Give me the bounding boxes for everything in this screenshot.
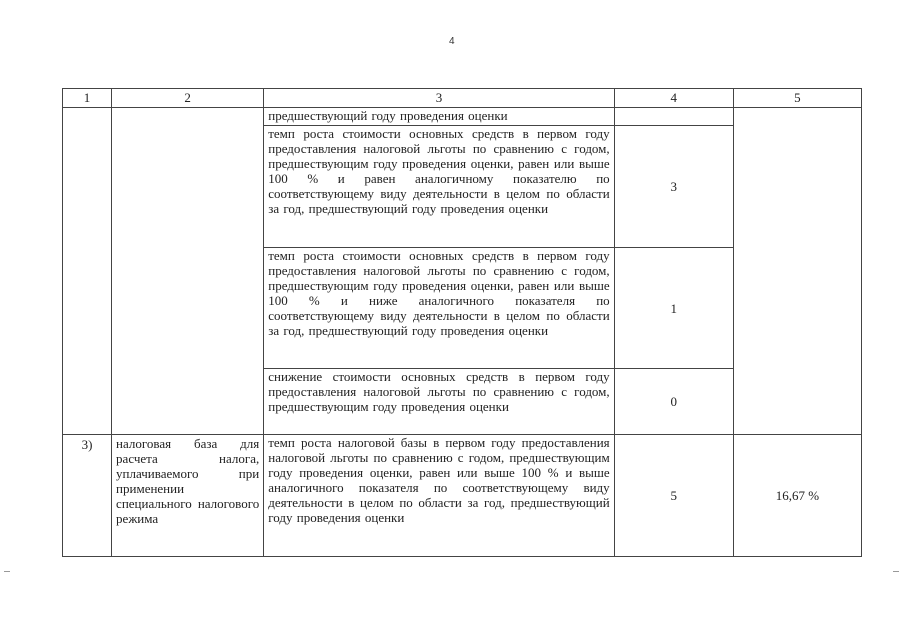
weight-cell-empty — [733, 108, 861, 435]
criterion-text: темп роста стоимости основных средств в первом году предоставления налоговой льготы по сравнению с годом, предшествующим году проведения оценки, равен или выше 100 % и ниже аналогичного показателя по соответствующему виду деятельности в целом по области за год, предшествующий году проведения оценки — [268, 248, 610, 338]
score-cell: 5 — [614, 435, 733, 557]
weight-cell: 16,67 % — [733, 435, 861, 557]
scan-edge-mark-right — [893, 571, 899, 572]
criterion-text: темп роста налоговой базы в первом году предоставления налоговой льготы по сравнению с годом, предшествующим году проведения оценки, равен или выше 100 % и выше аналогичного показателя по соответствующему виду деятельности в целом по области за год, предшествующий году проведения оценки — [268, 435, 610, 525]
table-header-row — [63, 89, 862, 108]
score-cell: 0 — [614, 369, 733, 435]
indicator-name-cell — [112, 435, 264, 557]
criteria-table — [62, 88, 862, 557]
criterion-cell — [264, 126, 614, 248]
criterion-cell — [264, 108, 614, 126]
criterion-text: предшествующий году проведения оценки — [268, 108, 508, 123]
table-row — [63, 435, 862, 557]
criterion-cell — [264, 369, 614, 435]
scan-edge-mark-left — [4, 571, 10, 572]
page-number: 4 — [449, 36, 455, 47]
column-header-5: 5 — [733, 89, 861, 108]
criterion-text: снижение стоимости основных средств в первом году предоставления налоговой льготы по сравнению с годом, предшествующим году проведения оценки — [268, 369, 610, 414]
table-row — [63, 108, 862, 126]
indicator-name-cell-empty — [112, 108, 264, 435]
score-cell-empty — [614, 108, 733, 126]
criterion-cell — [264, 248, 614, 369]
row-number-cell: 3) — [63, 435, 112, 557]
row-number-cell-empty — [63, 108, 112, 435]
indicator-name-text: налоговая база для расчета налога, уплачиваемого при применении специального налогового режима — [116, 436, 260, 526]
column-header-3: 3 — [264, 89, 614, 108]
column-header-1: 1 — [63, 89, 112, 108]
column-header-4: 4 — [614, 89, 733, 108]
criterion-text: темп роста стоимости основных средств в первом году предоставления налоговой льготы по сравнению с годом, предшествующим году проведения оценки, равен или выше 100 % и равен аналогичному показателю по соответствующему виду деятельности в целом по области за год, предшествующий году проведения оценки — [268, 126, 610, 216]
score-cell: 3 — [614, 126, 733, 248]
column-header-2: 2 — [112, 89, 264, 108]
criterion-cell — [264, 435, 614, 557]
score-cell: 1 — [614, 248, 733, 369]
